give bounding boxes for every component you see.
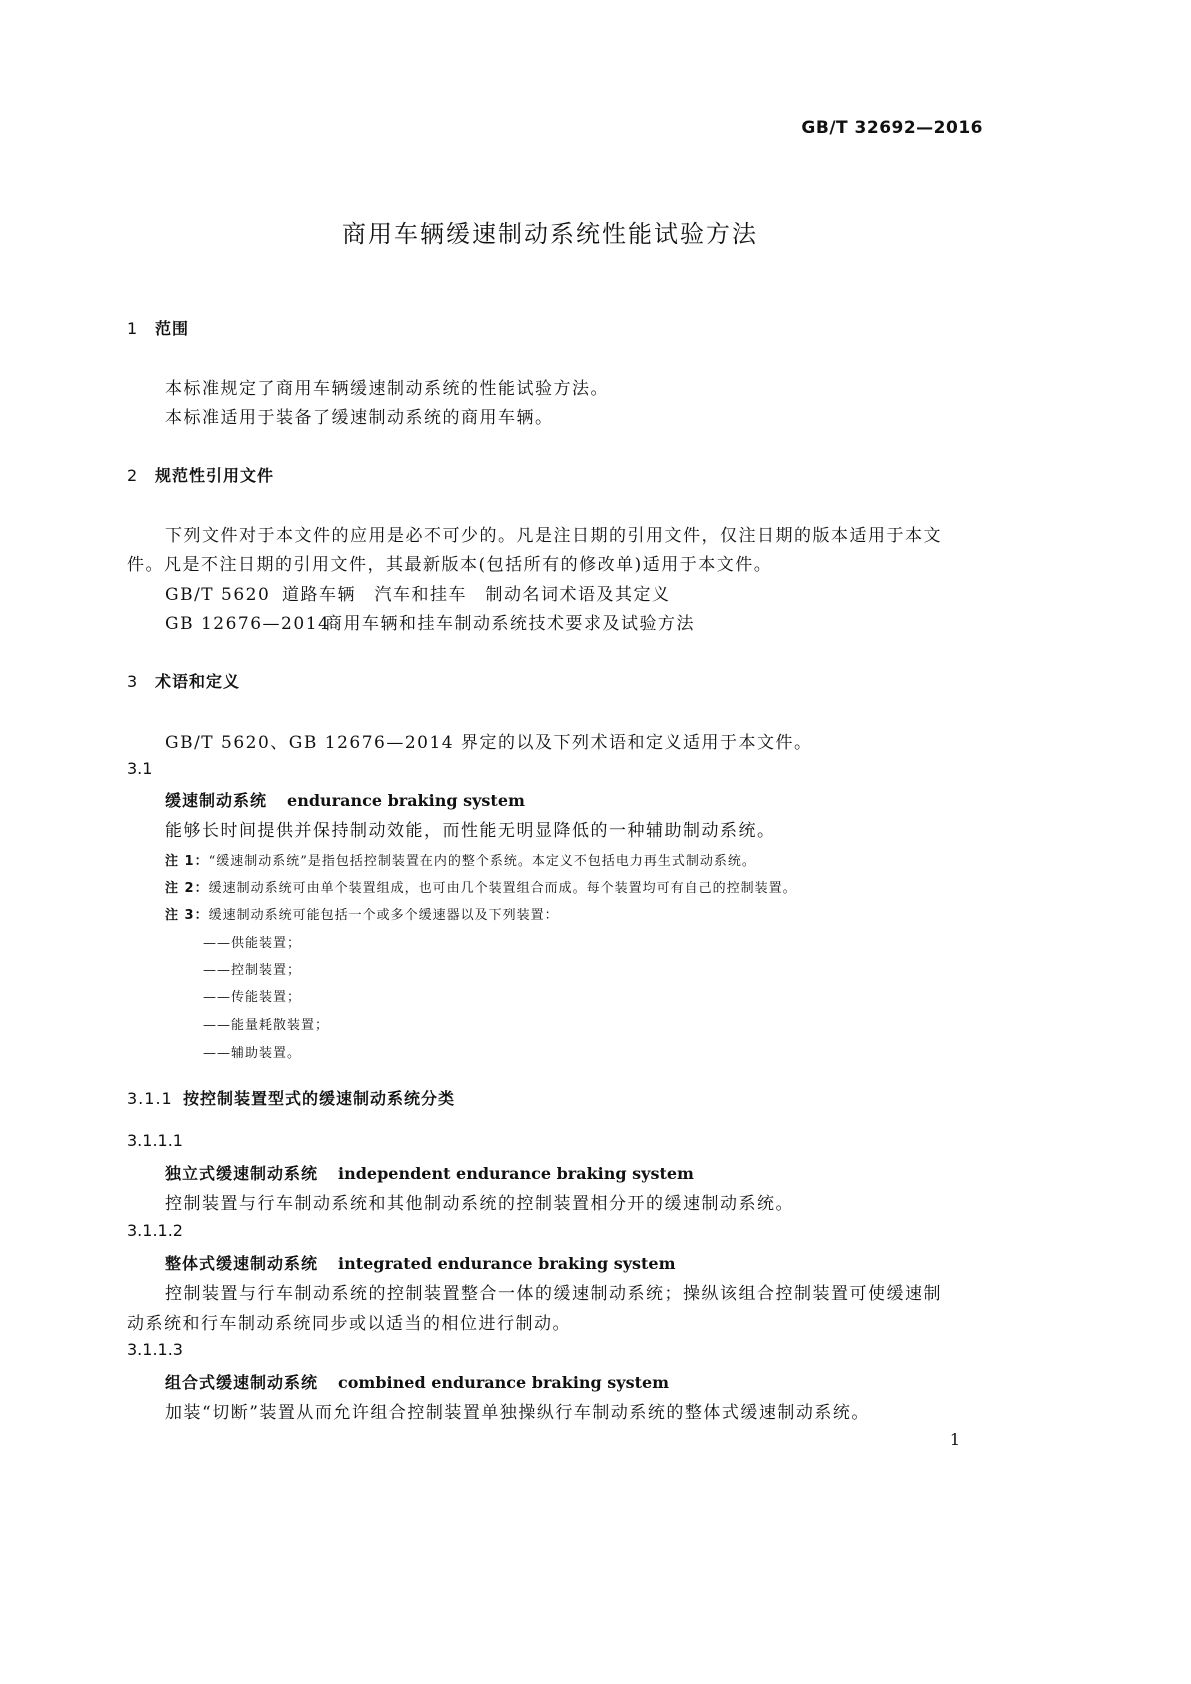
paragraph: 本标准适用于装备了缓速制动系统的商用车辆。 (165, 408, 554, 428)
note (165, 904, 559, 923)
term-heading (165, 788, 525, 811)
reference-code: GB 12676—2014 (165, 614, 331, 634)
reference-code: GB/T 5620 (165, 585, 271, 605)
term-heading (165, 1370, 669, 1393)
section-number: 2 (127, 466, 139, 485)
term-en: independent endurance braking system (338, 1164, 694, 1183)
section-2-heading (127, 463, 274, 486)
reference-item (165, 609, 695, 634)
term-number: 3.1.1.2 (127, 1221, 183, 1240)
term-heading (165, 1161, 694, 1184)
term-zh: 独立式缓速制动系统 (165, 1164, 319, 1183)
note (165, 850, 756, 869)
note-label: 注 3： (165, 908, 209, 923)
term-en: integrated endurance braking system (338, 1254, 676, 1273)
reference-title: 道路车辆 汽车和挂车 制动名词术语及其定义 (282, 585, 671, 605)
note (165, 877, 797, 896)
term-definition-continued: 动系统和行车制动系统同步或以适当的相位进行制动。 (127, 1314, 571, 1334)
subsection-title: 按控制装置型式的缓速制动系统分类 (183, 1089, 456, 1108)
term-zh: 组合式缓速制动系统 (165, 1373, 319, 1392)
section-number: 1 (127, 319, 139, 338)
term-number: 3.1.1.1 (127, 1131, 183, 1150)
section-1-heading (127, 316, 189, 339)
term-definition: 控制装置与行车制动系统的控制装置整合一体的缓速制动系统；操纵该组合控制装置可使缓速制 (165, 1284, 942, 1304)
term-zh: 整体式缓速制动系统 (165, 1254, 319, 1273)
standard-number: GB/T 32692—2016 (801, 118, 983, 138)
section-title: 术语和定义 (155, 672, 241, 691)
section-title: 规范性引用文件 (155, 466, 275, 485)
term-heading (165, 1251, 676, 1274)
note-label: 注 1： (165, 854, 209, 869)
section-3-heading (127, 669, 240, 692)
term-en: combined endurance braking system (338, 1373, 670, 1392)
subsection-number: 3.1.1 (127, 1089, 173, 1108)
note-label: 注 2： (165, 881, 209, 896)
reference-title: 商用车辆和挂车制动系统技术要求及试验方法 (325, 614, 695, 634)
note-text: 缓速制动系统可能包括一个或多个缓速器以及下列装置： (208, 908, 559, 923)
paragraph: 下列文件对于本文件的应用是必不可少的。凡是注日期的引用文件，仅注日期的版本适用于本文 (165, 526, 942, 546)
paragraph: GB/T 5620、GB 12676—2014 界定的以及下列术语和定义适用于本文件。 (165, 733, 813, 753)
term-zh: 缓速制动系统 (165, 791, 268, 810)
reference-item (165, 580, 671, 605)
subsection-3-1-1-heading (127, 1086, 455, 1109)
term-definition: 能够长时间提供并保持制动效能，而性能无明显降低的一种辅助制动系统。 (165, 821, 776, 841)
note-text: “缓速制动系统”是指包括控制装置在内的整个系统。本定义不包括电力再生式制动系统。 (208, 854, 756, 869)
section-number: 3 (127, 672, 139, 691)
term-definition: 控制装置与行车制动系统和其他制动系统的控制装置相分开的缓速制动系统。 (165, 1194, 794, 1214)
document-title: 商用车辆缓速制动系统性能试验方法 (342, 220, 758, 248)
list-item: ——控制装置； (203, 963, 302, 978)
section-title: 范围 (155, 319, 190, 338)
paragraph: 件。凡是不注日期的引用文件，其最新版本(包括所有的修改单)适用于本文件。 (127, 555, 773, 575)
list-item: ——能量耗散装置； (203, 1018, 330, 1033)
page-number: 1 (949, 1430, 960, 1449)
paragraph: 本标准规定了商用车辆缓速制动系统的性能试验方法。 (165, 379, 609, 399)
list-item: ——供能装置； (203, 936, 302, 951)
term-number: 3.1 (127, 759, 153, 778)
term-number: 3.1.1.3 (127, 1340, 183, 1359)
list-item: ——辅助装置。 (203, 1046, 302, 1061)
list-item: ——传能装置； (203, 990, 302, 1005)
note-text: 缓速制动系统可由单个装置组成，也可由几个装置组合而成。每个装置均可有自己的控制装置。 (208, 881, 797, 896)
term-en: endurance braking system (287, 791, 525, 810)
term-definition: 加装“切断”装置从而允许组合控制装置单独操纵行车制动系统的整体式缓速制动系统。 (165, 1403, 870, 1423)
